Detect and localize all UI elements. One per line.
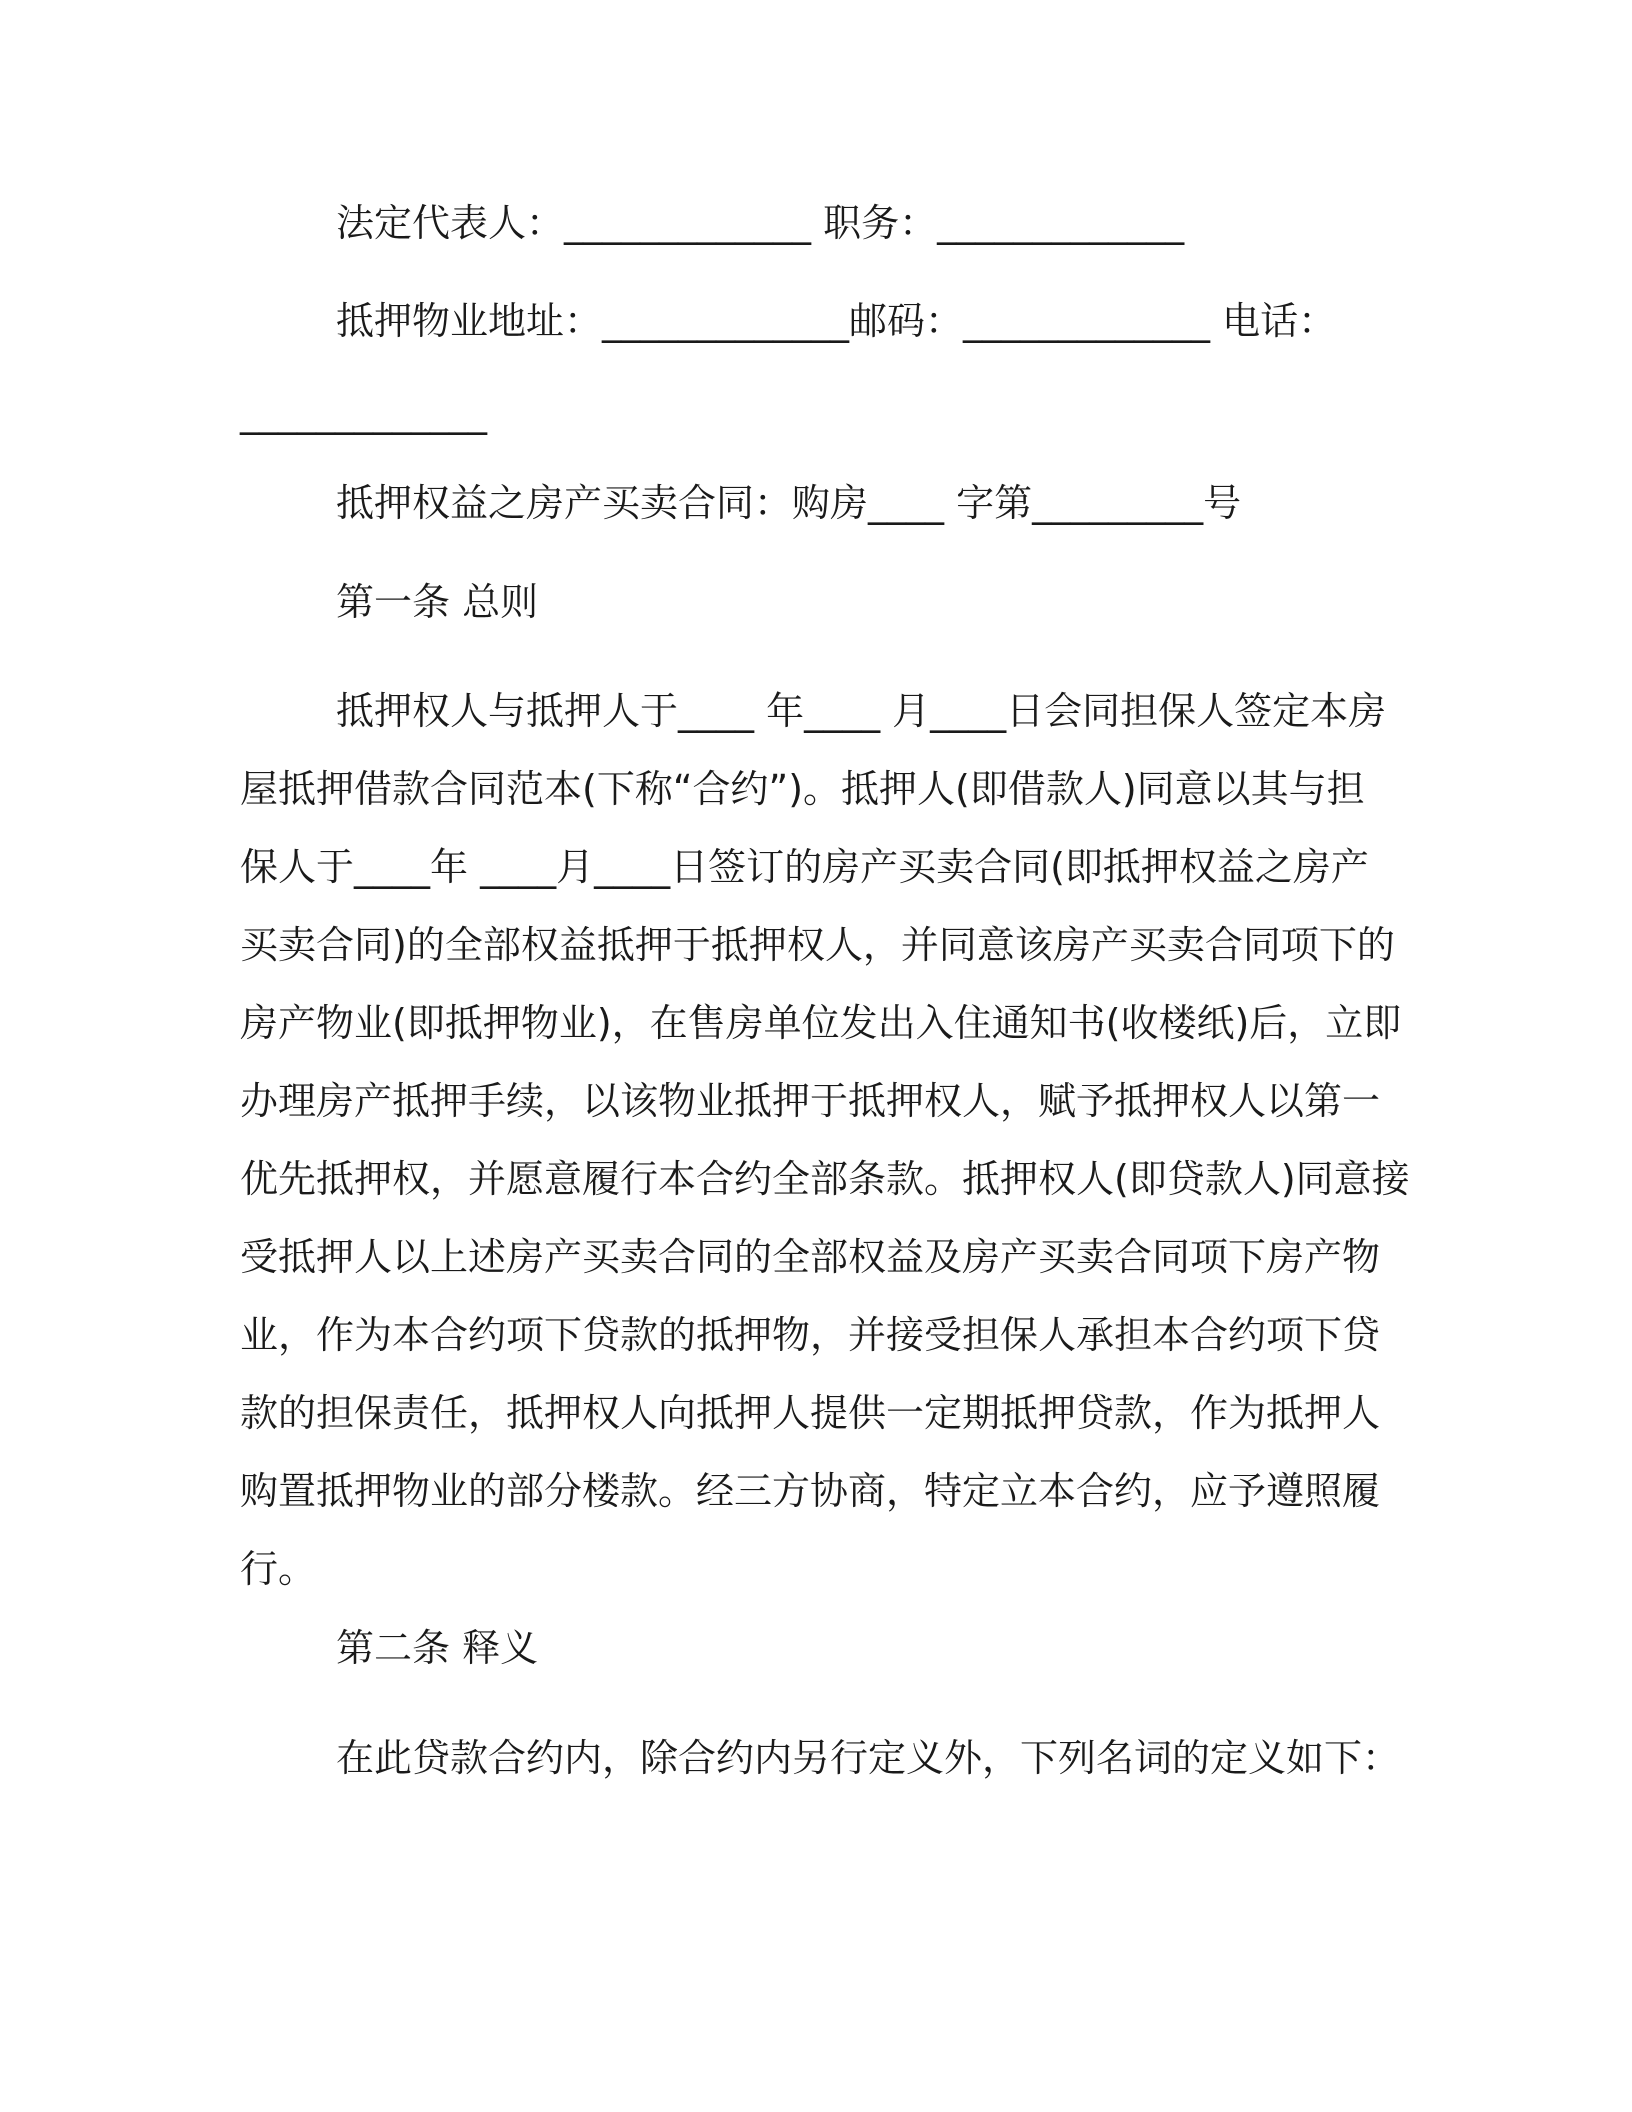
article-1-line: 购置抵押物业的部分楼款。经三方协商，特定立本合约，应予遵照履	[240, 1469, 1381, 1513]
article-1-line: 保人于____年 ____月____日签订的房产买卖合同(即抵押权益之房产	[240, 845, 1369, 889]
legal-representative-line: 法定代表人：_____________ 职务：_____________	[336, 201, 1185, 245]
article-1-line: 业，作为本合约项下贷款的抵押物，并接受担保人承担本合约项下贷	[240, 1313, 1381, 1357]
article-1-body	[240, 672, 1410, 1608]
definitions-intro: 在此贷款合约内，除合约内另行定义外，下列名词的定义如下：	[336, 1736, 1401, 1780]
article-1-line: 款的担保责任，抵押权人向抵押人提供一定期抵押贷款，作为抵押人	[240, 1391, 1381, 1435]
contract-reference-line: 抵押权益之房产买卖合同：购房____ 字第_________号	[336, 481, 1242, 525]
article-1-line: 受抵押人以上述房产买卖合同的全部权益及房产买卖合同项下房产物	[240, 1235, 1381, 1279]
article-1-line: 屋抵押借款合同范本(下称“合约”)。抵押人(即借款人)同意以其与担	[240, 767, 1365, 811]
article-1-line: 行。	[240, 1547, 317, 1591]
article-1-line: 优先抵押权，并愿意履行本合约全部条款。抵押权人(即贷款人)同意接	[240, 1157, 1410, 1201]
article-2-title: 第二条 释义	[336, 1626, 539, 1670]
article-1-title: 第一条 总则	[336, 580, 539, 624]
article-1-line: 房产物业(即抵押物业)，在售房单位发出入住通知书(收楼纸)后，立即	[240, 1001, 1402, 1045]
property-address-line: 抵押物业地址：_____________邮码：_____________ 电话：	[336, 299, 1337, 343]
article-1-line: 买卖合同)的全部权益抵押于抵押权人，并同意该房产买卖合同项下的	[240, 923, 1395, 967]
article-1-line: 办理房产抵押手续，以该物业抵押于抵押权人，赋予抵押权人以第一	[240, 1079, 1381, 1123]
article-1-line: 抵押权人与抵押人于____ 年____ 月____日会同担保人签定本房	[336, 689, 1387, 733]
phone-blank-line: _____________	[240, 391, 487, 435]
